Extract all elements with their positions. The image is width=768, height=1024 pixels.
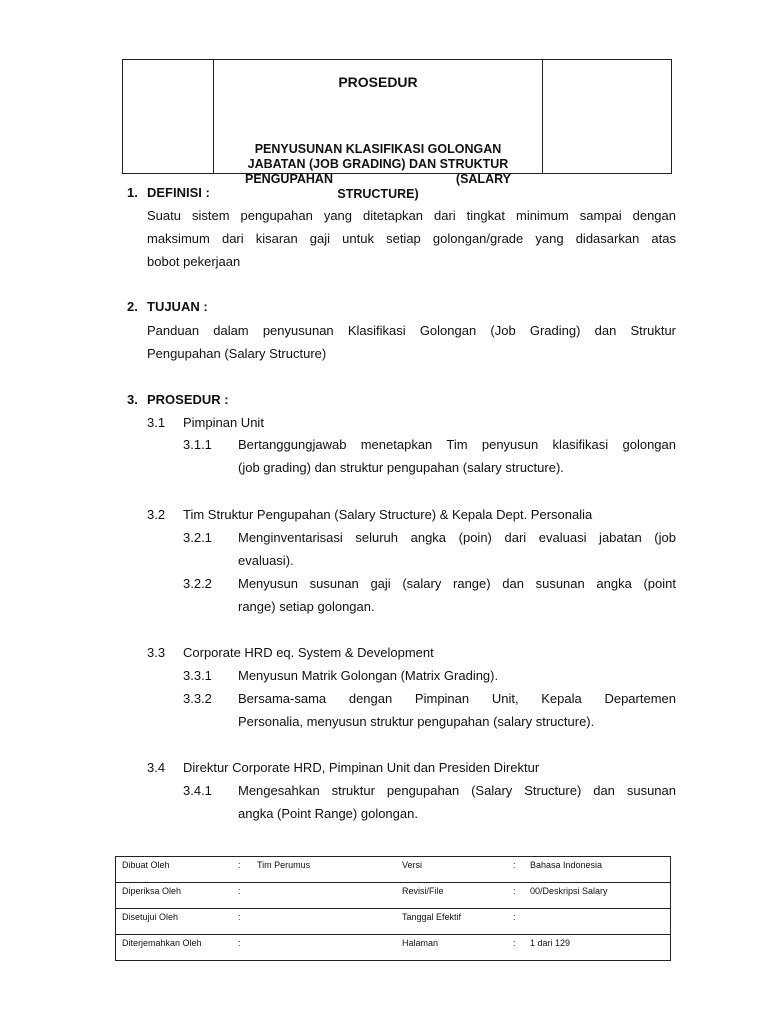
- item-text: [238, 664, 676, 687]
- row-label: Tanggal Efektif: [402, 912, 462, 922]
- section-number: 3.: [127, 392, 138, 407]
- document-title: PROSEDUR: [338, 74, 418, 90]
- row-label: Disetujui Oleh: [122, 912, 179, 922]
- row-colon: :: [238, 886, 241, 896]
- sub-heading: Direktur Corporate HRD, Pimpinan Unit dan Presiden Direktur: [183, 760, 540, 775]
- item-number: 3.1.1: [183, 437, 212, 452]
- row-label: Diterjemahkan Oleh: [122, 938, 202, 948]
- section-title-prosedur: PROSEDUR :: [147, 392, 229, 407]
- document-subtitle: [223, 142, 533, 202]
- table-row: [116, 857, 670, 883]
- row-value: 1 dari 129: [530, 938, 571, 948]
- item-text: [238, 433, 676, 479]
- row-label: Dibuat Oleh: [122, 860, 170, 870]
- subtitle-line: JABATAN (JOB GRADING) DAN STRUKTUR: [247, 157, 509, 171]
- header-logo-cell: [123, 60, 214, 173]
- text-line: angka (Point Range) golongan.: [238, 806, 418, 821]
- table-row: [116, 883, 670, 909]
- subtitle-word: PENGUPAHAN: [245, 172, 333, 186]
- item-number: 3.4.1: [183, 783, 212, 798]
- row-label: Diperiksa Oleh: [122, 886, 182, 896]
- row-value: Bahasa Indonesia: [530, 860, 603, 870]
- text-line: Bersama-sama dengan Pimpinan Unit, Kepala Departemen: [238, 691, 676, 706]
- text-line: Menginventarisasi seluruh angka (poin) dari evaluasi jabatan (job: [238, 530, 676, 545]
- row-colon: :: [513, 912, 516, 922]
- sub-number: 3.2: [147, 507, 166, 522]
- text-line: evaluasi).: [238, 553, 294, 568]
- text-line: bobot pekerjaan: [147, 254, 241, 269]
- sub-number: 3.1: [147, 415, 166, 430]
- item-text: [238, 572, 676, 618]
- approval-table: [115, 856, 671, 961]
- item-text: [238, 526, 676, 572]
- text-line: range) setiap golongan.: [238, 599, 375, 614]
- item-number: 3.2.2: [183, 576, 212, 591]
- text-line: maksimum dari kisaran gaji untuk setiap golongan/grade yang didasarkan atas: [147, 231, 676, 246]
- table-row: [116, 935, 670, 960]
- sub-number: 3.3: [147, 645, 166, 660]
- section-title-definisi: DEFINISI :: [147, 185, 210, 200]
- text-line: Pengupahan (Salary Structure): [147, 346, 327, 361]
- item-number: 3.2.1: [183, 530, 212, 545]
- text-line: Bertanggungjawab menetapkan Tim penyusun klasifikasi golongan: [238, 437, 676, 452]
- item-number: 3.3.1: [183, 668, 212, 683]
- row-value: Tim Perumus: [257, 860, 311, 870]
- item-number: 3.3.2: [183, 691, 212, 706]
- row-colon: :: [238, 912, 241, 922]
- section-number: 1.: [127, 185, 138, 200]
- sub-number: 3.4: [147, 760, 166, 775]
- row-colon: :: [513, 886, 516, 896]
- subtitle-line: STRUCTURE): [337, 187, 419, 201]
- section-number: 2.: [127, 299, 138, 314]
- item-text: [238, 687, 676, 733]
- text-line: Mengesahkan struktur pengupahan (Salary Structure) dan susunan: [238, 783, 676, 798]
- item-text: [238, 779, 676, 825]
- row-value: 00/Deskripsi Salary: [530, 886, 608, 896]
- table-row: [116, 909, 670, 935]
- header-right-cell: [542, 60, 671, 173]
- row-colon: :: [238, 938, 241, 948]
- row-colon: :: [238, 860, 241, 870]
- section-title-tujuan: TUJUAN :: [147, 299, 208, 314]
- row-label: Halaman: [402, 938, 439, 948]
- text-line: Menyusun Matrik Golongan (Matrix Grading).: [238, 668, 499, 683]
- row-colon: :: [513, 938, 516, 948]
- subtitle-line: PENYUSUNAN KLASIFIKASI GOLONGAN: [254, 142, 502, 156]
- row-label: Revisi/File: [402, 886, 444, 896]
- sub-heading: Corporate HRD eq. System & Development: [183, 645, 434, 660]
- subtitle-word: (SALARY: [455, 172, 511, 186]
- text-line: (job grading) dan struktur pengupahan (salary structure).: [238, 460, 564, 475]
- row-label: Versi: [402, 860, 423, 870]
- subtitle-line: [223, 172, 533, 187]
- text-line: Panduan dalam penyusunan Klasifikasi Golongan (Job Grading) dan Struktur: [147, 323, 676, 338]
- row-colon: :: [513, 860, 516, 870]
- definisi-paragraph: [147, 204, 676, 273]
- text-line: Menyusun susunan gaji (salary range) dan susunan angka (point: [238, 576, 676, 591]
- sub-heading: Pimpinan Unit: [183, 415, 264, 430]
- sub-heading: Tim Struktur Pengupahan (Salary Structure) & Kepala Dept. Personalia: [183, 507, 593, 522]
- text-line: Suatu sistem pengupahan yang ditetapkan dari tingkat minimum sampai dengan: [147, 208, 676, 223]
- text-line: Personalia, menyusun struktur pengupahan (salary structure).: [238, 714, 595, 729]
- tujuan-paragraph: [147, 319, 676, 365]
